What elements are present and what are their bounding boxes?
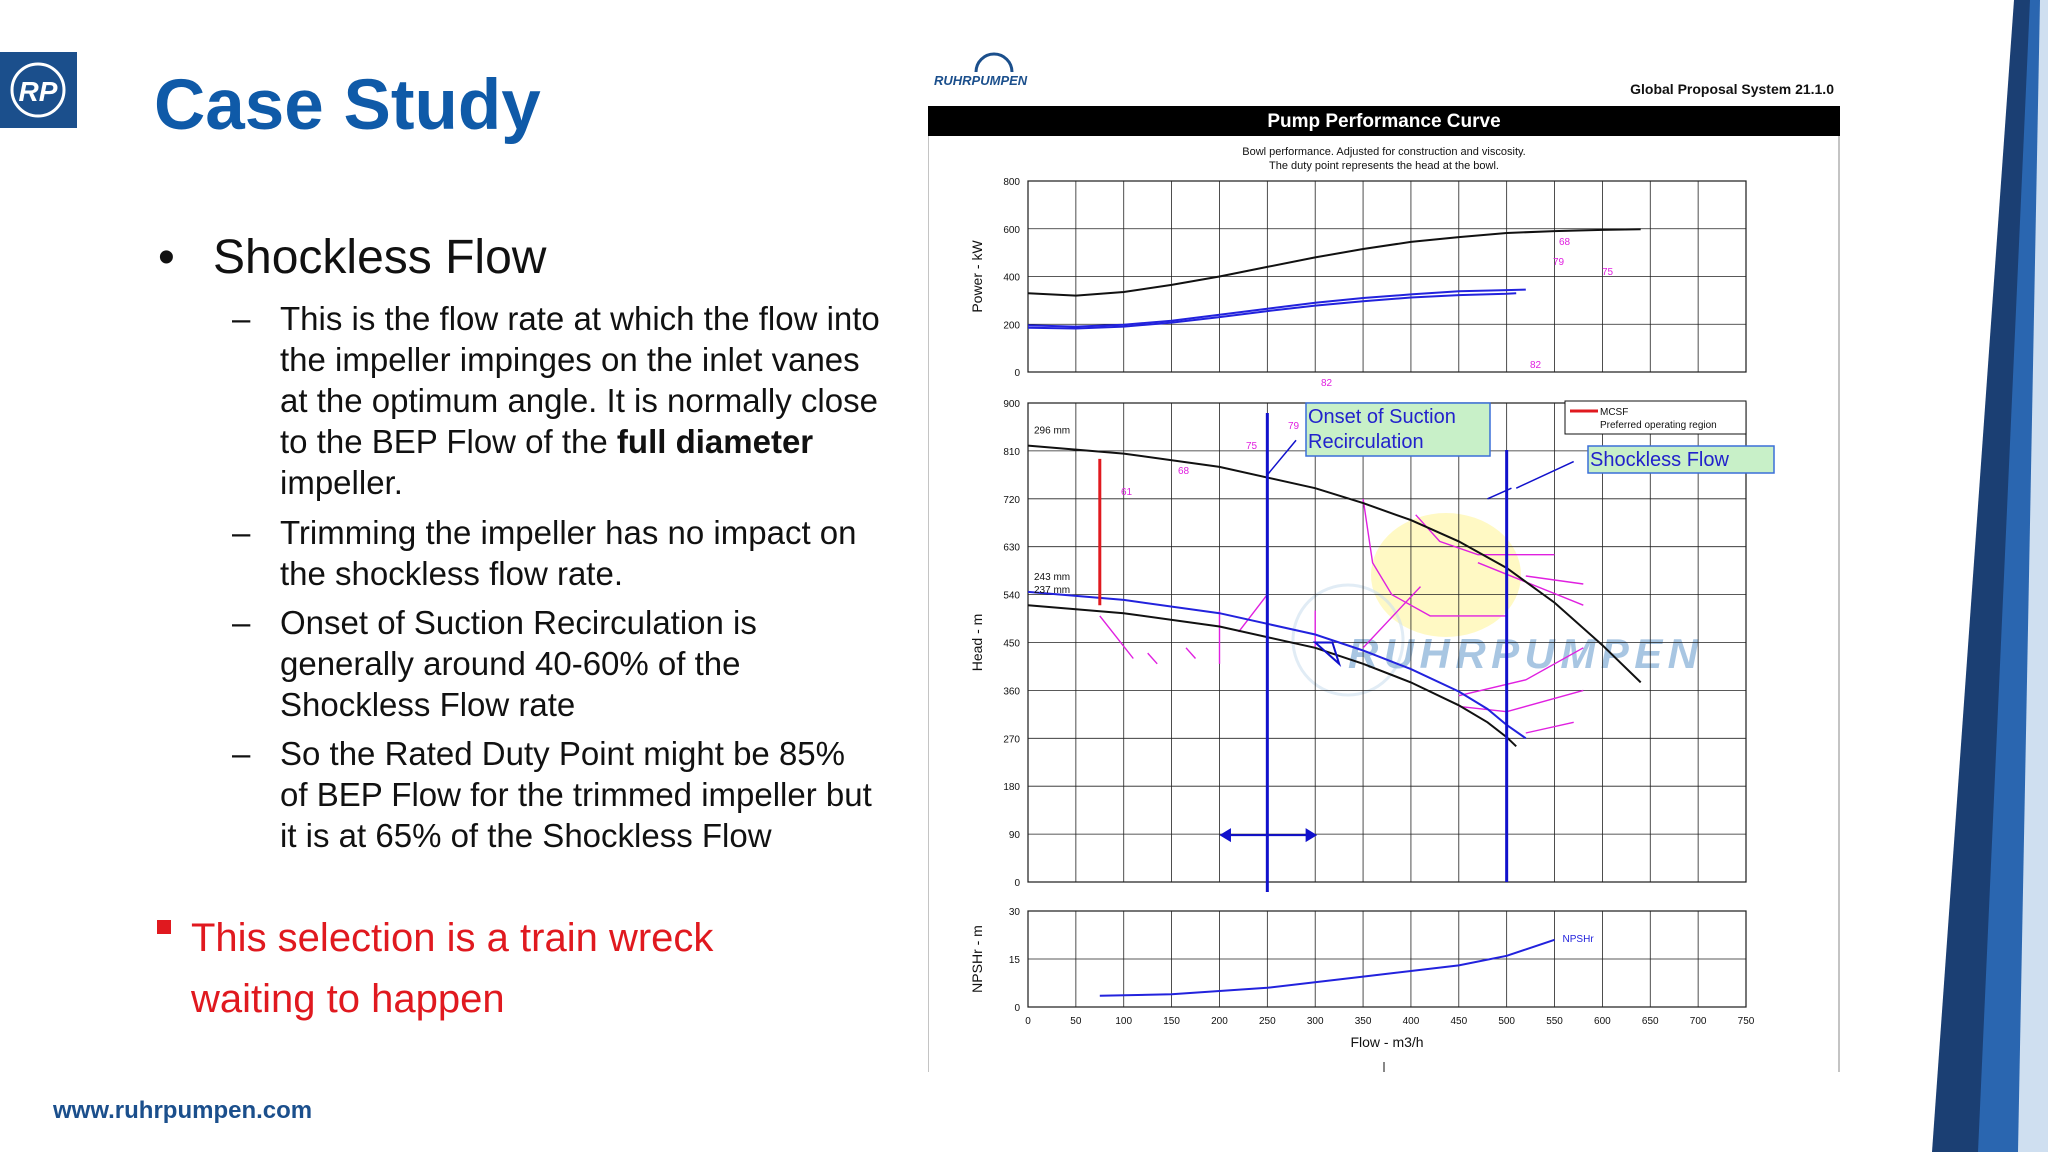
head-panel-y-tick: 540 <box>1003 590 1020 602</box>
sub-point-1-part-c: impeller. <box>280 464 403 501</box>
x-tick: 350 <box>1354 1016 1372 1027</box>
power-panel-y-tick: 400 <box>1003 272 1020 284</box>
x-tick: 50 <box>1070 1016 1082 1027</box>
logo-mark <box>0 52 77 128</box>
shockless-pointer-2 <box>1516 462 1573 489</box>
efficiency-label: 82 <box>1530 360 1542 371</box>
power-panel-y-tick: 800 <box>1003 177 1020 188</box>
efficiency-label: 82 <box>1321 378 1333 389</box>
x-tick: 400 <box>1402 1016 1420 1027</box>
head-panel-y-tick: 0 <box>1014 878 1020 889</box>
npsh-panel-y-tick: 30 <box>1008 907 1020 918</box>
efficiency-contour-68 <box>1459 690 1584 711</box>
sub-point-3-text: Onset of Suction Recirculation is generally around 40-60% of the Shockless Flow rate <box>280 604 757 723</box>
x-tick: 200 <box>1211 1016 1228 1027</box>
warning-line-2: waiting to happen <box>191 977 505 1021</box>
npsh-series-label: NPSHr <box>1562 933 1594 945</box>
sheet-header: Pump Performance Curve <box>1267 111 1501 132</box>
efficiency-line-1 <box>1148 653 1158 664</box>
head-panel-y-tick: 810 <box>1003 446 1020 458</box>
bullet-dot: • <box>158 231 175 284</box>
bullet-text: Shockless Flow <box>213 231 547 284</box>
watermark-text: RUHRPUMPEN <box>1348 630 1698 677</box>
footer-url[interactable]: www.ruhrpumpen.com <box>53 1097 313 1124</box>
warning-square-bullet <box>157 920 171 934</box>
efficiency-label: 75 <box>1246 441 1258 452</box>
legend-mcsf: MCSF <box>1600 407 1629 418</box>
shockless-flow-label: Shockless Flow <box>1590 449 1729 471</box>
decorative-stripes <box>1818 0 2048 1152</box>
power-curve-0 <box>1028 229 1641 295</box>
legend-preferred-region: Preferred operating region <box>1600 420 1717 431</box>
sub-point-4-text: So the Rated Duty Point might be 85% of BEP Flow for the trimmed impeller but it is at 65% of the Shockless Flow <box>280 735 872 854</box>
x-tick: 150 <box>1163 1016 1180 1027</box>
efficiency-label: 68 <box>1178 466 1190 477</box>
suction-recirculation-label-1: Onset of Suction <box>1308 406 1456 428</box>
x-tick: 700 <box>1689 1016 1707 1027</box>
head-curve-label: 296 mm <box>1034 425 1071 437</box>
warning-text <box>191 908 713 1030</box>
efficiency-label: 79 <box>1553 257 1565 268</box>
x-tick: 600 <box>1594 1016 1611 1027</box>
logo-text: RP <box>18 76 58 107</box>
npsh-panel-y-tick: 0 <box>1014 1003 1020 1014</box>
head-panel-y-tick: 630 <box>1003 542 1020 554</box>
x-tick: 650 <box>1641 1016 1659 1027</box>
sub-point-1-bold: full diameter <box>616 423 814 460</box>
head-panel-y-tick: 900 <box>1003 399 1020 410</box>
npsh-curve <box>1100 940 1555 996</box>
npsh-panel-y-tick: 15 <box>1008 955 1020 966</box>
efficiency-label: 75 <box>1602 267 1614 278</box>
head-panel-y-tick: 180 <box>1003 782 1020 794</box>
sub-dash: – <box>232 604 251 641</box>
head-panel-y-label: Head - m <box>969 613 985 672</box>
x-tick: 250 <box>1258 1016 1276 1027</box>
x-tick: 300 <box>1306 1016 1324 1027</box>
x-tick: 750 <box>1737 1016 1755 1027</box>
efficiency-label: 68 <box>1559 237 1571 248</box>
sheet-note-2: The duty point represents the head at the bowl. <box>1269 160 1499 172</box>
x-tick: 100 <box>1115 1016 1133 1027</box>
efficiency-label: 61 <box>1121 487 1133 498</box>
head-panel-y-tick: 450 <box>1003 638 1020 650</box>
x-tick: 500 <box>1498 1016 1516 1027</box>
power-panel-y-tick: 200 <box>1003 320 1020 332</box>
efficiency-contour-68b <box>1526 722 1574 733</box>
slide-title: Case Study <box>154 66 541 145</box>
npsh-panel-y-label: NPSHr - m <box>969 925 985 993</box>
head-panel-y-tick: 270 <box>1003 734 1020 746</box>
sheet-logo <box>934 54 1028 88</box>
x-tick: 0 <box>1025 1016 1031 1027</box>
power-panel-y-tick: 0 <box>1014 368 1020 379</box>
sheet-brand: RUHRPUMPEN <box>934 73 1028 88</box>
sub-point-2-text: Trimming the impeller has no impact on the shockless flow rate. <box>280 514 857 592</box>
suction-pointer <box>1267 440 1296 475</box>
head-curve-label: 243 mm <box>1034 571 1071 583</box>
watermark <box>1293 513 1700 695</box>
duty-point-marker <box>1315 643 1339 664</box>
head-panel-y-tick: 720 <box>1003 494 1020 506</box>
sub-dash: – <box>232 735 251 772</box>
x-tick: 550 <box>1546 1016 1563 1027</box>
warning-line-1: This selection is a train wreck <box>191 916 714 960</box>
head-panel-y-tick: 360 <box>1003 686 1020 698</box>
range-arrow-left-head <box>1219 828 1230 842</box>
sheet-note-1: Bowl performance. Adjusted for construction and viscosity. <box>1242 146 1526 158</box>
sub-point-1-part-a: This is the flow rate at which the flow into the impeller impinges on the inlet vanes at the optimum angle. It is normally close to the BEP Flow of the <box>280 300 880 460</box>
efficiency-line-4 <box>1239 595 1268 632</box>
x-axis-label: Flow - m3/h <box>1350 1034 1424 1050</box>
power-panel-y-tick: 600 <box>1003 224 1020 236</box>
head-curve-label: 237 mm <box>1034 585 1071 597</box>
efficiency-label: 79 <box>1288 421 1300 432</box>
efficiency-line-0 <box>1100 616 1134 659</box>
sub-dash: – <box>232 514 251 551</box>
efficiency-line-2 <box>1186 648 1196 659</box>
company-logo <box>0 52 77 128</box>
x-tick: 450 <box>1450 1016 1468 1027</box>
head-panel-y-tick: 90 <box>1008 830 1020 842</box>
sub-dash: – <box>232 300 251 337</box>
pump-performance-sheet <box>928 0 1840 1072</box>
power-panel-y-label: Power - kW <box>969 240 985 313</box>
power-curve-2 <box>1028 293 1516 328</box>
suction-recirculation-label-2: Recirculation <box>1308 431 1424 453</box>
sub-point-1-text <box>280 298 880 503</box>
system-version: Global Proposal System 21.1.0 <box>1630 81 1834 97</box>
